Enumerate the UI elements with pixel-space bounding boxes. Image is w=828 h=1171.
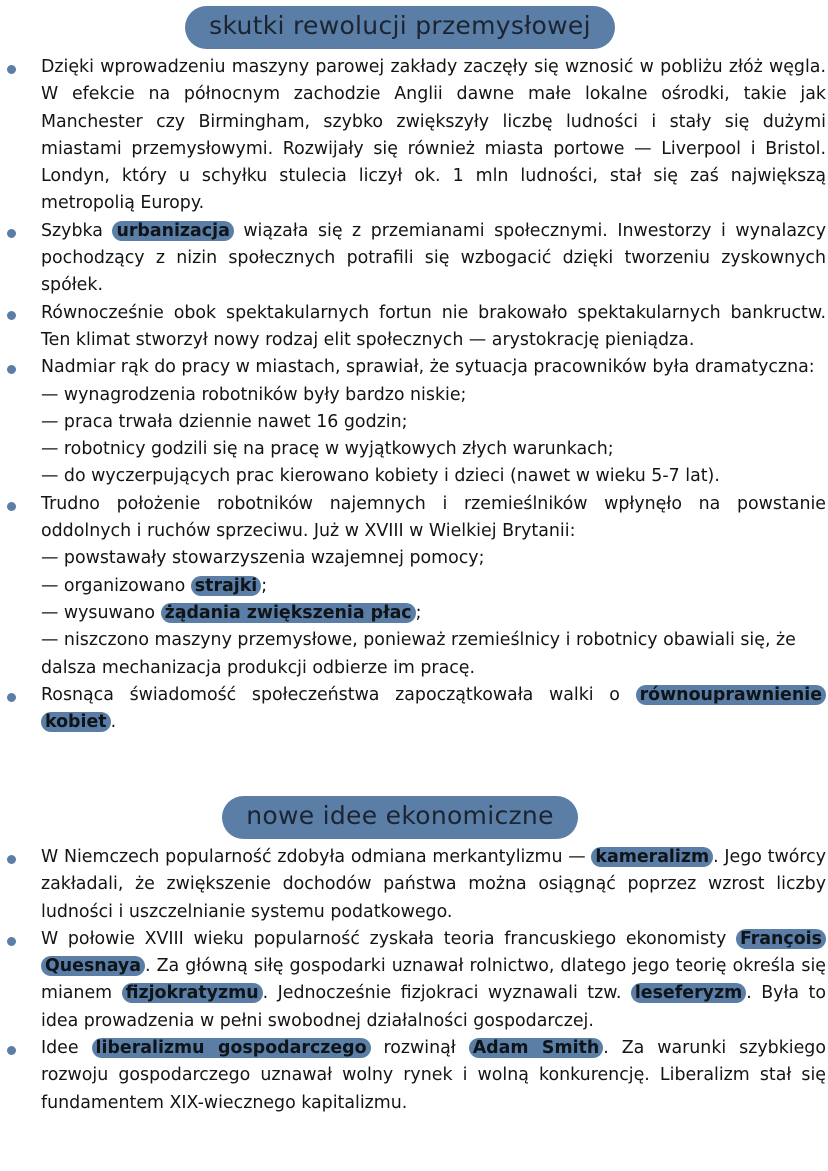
highlight-term: fizjokratyzmu bbox=[122, 983, 263, 1003]
item-text: Rosnąca świadomość społeczeństwa zapoczątkowała walki o bbox=[41, 684, 636, 705]
item-text: W Niemczech popularność zdobyła odmiana merkantylizmu — bbox=[41, 847, 592, 867]
list-item bbox=[0, 300, 828, 355]
bullet-icon bbox=[7, 693, 16, 702]
sub-line bbox=[41, 600, 826, 627]
section-title-industrial-revolution-effects: skutki rewolucji przemysłowej bbox=[185, 6, 615, 49]
list-item bbox=[0, 218, 828, 300]
section-heading-wrap bbox=[0, 6, 800, 49]
highlight-term: urbanizacja bbox=[112, 221, 233, 241]
sub-line-text: — wysuwano bbox=[41, 602, 161, 623]
item-text: Szybka bbox=[41, 220, 113, 241]
list-item bbox=[0, 354, 828, 490]
highlight-term: strajki bbox=[191, 576, 261, 596]
section-heading-wrap bbox=[0, 796, 800, 839]
sub-line bbox=[41, 573, 826, 600]
sub-line: — powstawały stowarzyszenia wzajemnej pomocy; bbox=[41, 548, 485, 569]
item-text: Nadmiar rąk do pracy w miastach, sprawiał, że sytuacja pracowników była dramatyczna: bbox=[41, 357, 815, 378]
sub-line: — praca trwała dziennie nawet 16 godzin; bbox=[41, 411, 408, 432]
item-text: . Jego twórcy zakładali, że zwiększenie dochodów państwa można osiągnąć poprzez wzrost liczby ludności i uszczelnianie systemu podatkowego. bbox=[41, 847, 826, 922]
item-text: rozwinął bbox=[370, 1038, 469, 1059]
highlight-term: Adam Smith bbox=[469, 1038, 604, 1058]
item-text: . Jednocześnie fizjokraci wyznawali tzw. bbox=[262, 983, 631, 1004]
item-text: Dzięki wprowadzeniu maszyny parowej zakłady zaczęły się wznosić w pobliżu złóż węgla. W efekcie na północnym zachodzie Anglii dawne małe lokalne ośrodki, takie jak Manchester czy Birmingham, szybko zwiększyły liczbę ludności i stały się dużymi miastami przemysłowymi. Rozwijały się również miasta portowe — Liverpool i Bristol. Londyn, który u schyłku stulecia liczył ok. 1 mln ludności, stał się zaś największą metropolią Europy. bbox=[41, 57, 826, 214]
bullet-icon bbox=[7, 229, 16, 238]
bullet-icon bbox=[7, 1046, 16, 1055]
highlight-term: François Quesnaya bbox=[41, 929, 826, 976]
list-item bbox=[0, 682, 828, 737]
item-text: W połowie XVIII wieku popularność zyskała teoria francuskiego ekonomisty bbox=[41, 928, 736, 949]
highlight-term: kameralizm bbox=[591, 847, 713, 867]
list-item bbox=[0, 1035, 828, 1117]
list-item bbox=[0, 844, 828, 926]
highlight-term: żądania zwiększenia płac bbox=[161, 603, 416, 623]
list-item bbox=[0, 491, 828, 682]
list-item bbox=[0, 926, 828, 1035]
highlight-term: leseferyzm bbox=[631, 983, 746, 1003]
sub-line: — do wyczerpujących prac kierowano kobiety i dzieci (nawet w wieku 5-7 lat). bbox=[41, 466, 720, 487]
sub-line: — niszczono maszyny przemysłowe, ponieważ rzemieślnicy i robotnicy obawiali się, że dalsza mechanizacja produkcji odbierze im pracę. bbox=[41, 630, 796, 678]
section-title-new-economic-ideas: nowe idee ekonomiczne bbox=[222, 796, 578, 839]
sub-line-text: ; bbox=[261, 575, 268, 596]
effects-list bbox=[0, 54, 828, 736]
bullet-icon bbox=[7, 65, 16, 74]
highlight-term: liberalizmu gospodarczego bbox=[92, 1038, 371, 1058]
list-item bbox=[0, 54, 828, 218]
item-text: . Za warunki szybkiego rozwoju gospodarczego uznawał wolny rynek i wolną konkurencję. Liberalizm stał się fundamentem XIX-wiecznego kapitalizmu. bbox=[41, 1038, 826, 1113]
bullet-icon bbox=[7, 311, 16, 320]
item-text: Idee bbox=[41, 1038, 92, 1059]
item-text: . bbox=[110, 712, 117, 733]
item-text: wiązała się z przemianami społecznymi. Inwestorzy i wynalazcy pochodzący z nizin społecznych potrafili się wzbogacić dzięki tworzeniu zyskownych spółek. bbox=[41, 220, 827, 296]
bullet-icon bbox=[7, 502, 16, 511]
item-text: Równocześnie obok spektakularnych fortun nie brakowało spektakularnych bankructw. Ten klimat stworzył nowy rodzaj elit społecznych — arystokrację pieniądza. bbox=[41, 302, 826, 350]
sub-line-text: ; bbox=[415, 602, 422, 623]
sub-line: — wynagrodzenia robotników były bardzo niskie; bbox=[41, 384, 467, 405]
bullet-icon bbox=[7, 855, 16, 864]
highlight-term: równouprawnienie kobiet bbox=[41, 685, 826, 732]
item-text: . Była to idea prowadzenia w pełni swobodnej działalności gospodarczej. bbox=[41, 983, 826, 1031]
sub-line-text: — organizowano bbox=[41, 575, 191, 596]
sub-line: — robotnicy godzili się na pracę w wyjątkowych złych warunkach; bbox=[41, 439, 614, 460]
bullet-icon bbox=[7, 365, 16, 374]
item-text: Trudno położenie robotników najemnych i rzemieślników wpłynęło na powstanie oddolnych i ruchów sprzeciwu. Już w XVIII w Wielkiej Brytanii: bbox=[41, 493, 826, 542]
item-text: . Za główną siłę gospodarki uznawał rolnictwo, dlatego jego teorię określa się mianem bbox=[41, 956, 826, 1004]
bullet-icon bbox=[7, 937, 16, 946]
economic-ideas-list bbox=[0, 844, 828, 1117]
